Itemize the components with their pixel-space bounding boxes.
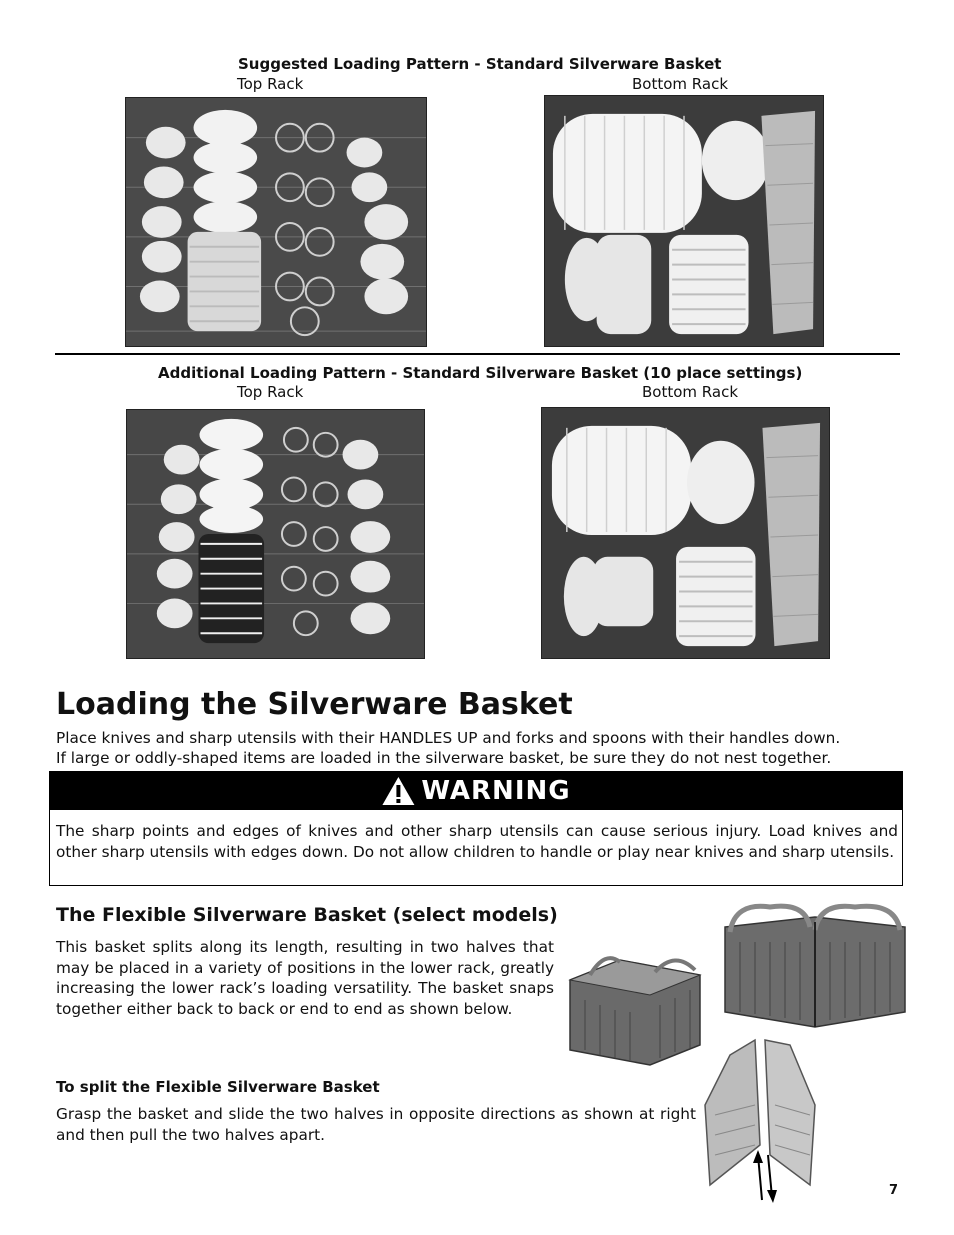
section1-top-rack-label: Top Rack [237, 75, 304, 93]
warning-box [49, 771, 903, 886]
section2-bottom-rack-label: Bottom Rack [642, 383, 739, 401]
bottom-rack-photo-1-art [545, 96, 823, 346]
top-rack-photo-2-art [127, 410, 424, 658]
warning-header [50, 772, 902, 810]
warning-text: The sharp points and edges of knives and other sharp utensils can cause serious injury. Load knives and other sharp utensils with edges down. Do not allow children to handle or play near knives and sharp utensils. [56, 822, 898, 861]
warning-title: WARNING [421, 776, 571, 806]
split-text: Grasp the basket and slide the two halves in opposite directions as shown at right and then pull the two halves apart. [56, 1105, 696, 1144]
basket-back-to-back-illustration [560, 950, 710, 1070]
basket-end-to-end-illustration [720, 902, 910, 1032]
section1-bottom-rack-label: Bottom Rack [632, 75, 729, 93]
bottom-rack-photo-1 [544, 95, 824, 347]
split-heading: To split the Flexible Silverware Basket [56, 1078, 380, 1096]
loading-line-1: Place knives and sharp utensils with their HANDLES UP and forks and spoons with their handles down. [56, 729, 841, 747]
flexible-text: This basket splits along its length, resulting in two halves that may be placed in a variety of positions in the lower rack, greatly increasing the lower rack’s loading versatility. The basket snaps together either back to back or end to end as shown below. [56, 938, 554, 1018]
flexible-heading: The Flexible Silverware Basket (select models) [56, 904, 558, 926]
page-number: 7 [889, 1183, 899, 1198]
top-rack-photo-2 [126, 409, 425, 659]
section2-top-rack-label: Top Rack [237, 383, 304, 401]
section1-title: Suggested Loading Pattern - Standard Silverware Basket [238, 55, 722, 73]
section-divider [55, 353, 900, 355]
top-rack-photo-1 [125, 97, 427, 347]
section2-title: Additional Loading Pattern - Standard Silverware Basket (10 place settings) [158, 364, 803, 382]
loading-heading: Loading the Silverware Basket [56, 687, 573, 722]
basket-split-illustration [700, 1035, 820, 1205]
loading-line-2: If large or oddly-shaped items are loaded in the silverware basket, be sure they do not nest together. [56, 749, 832, 767]
bottom-rack-photo-2 [541, 407, 830, 659]
warning-triangle-icon [381, 776, 415, 806]
top-rack-photo-1-art [126, 98, 426, 346]
bottom-rack-photo-2-art [542, 408, 829, 658]
